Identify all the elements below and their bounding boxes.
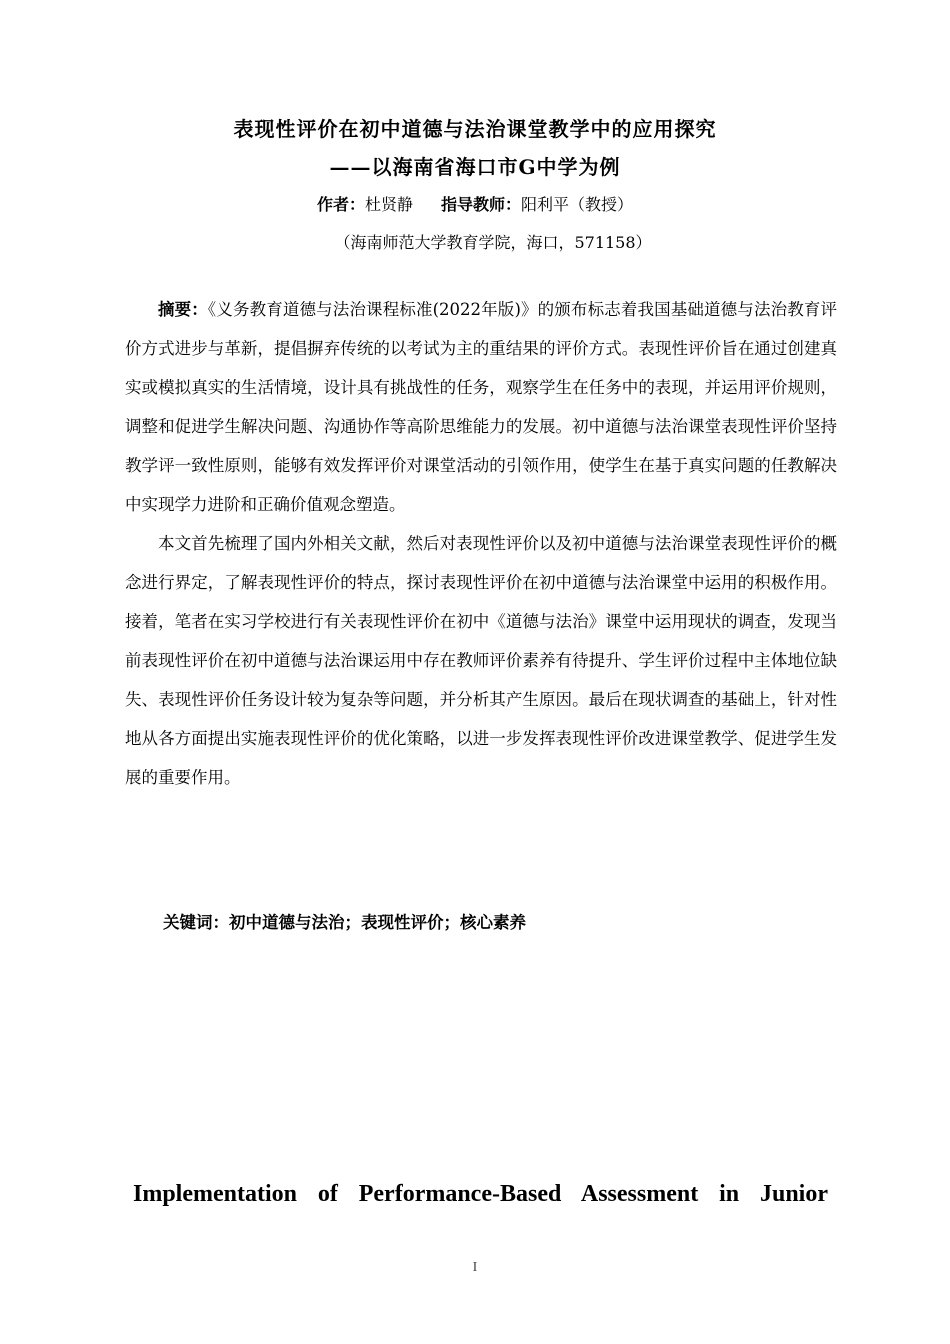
paper-subtitle: ——以海南省海口市G中学为例 bbox=[329, 155, 621, 179]
abstract-paragraph-2: 本文首先梳理了国内外相关文献，然后对表现性评价以及初中道德与法治课堂表现性评价的概念进行界定，了解表现性评价的特点，探讨表现性评价在初中道德与法治课堂中运用的积极作用。接着，笔者在实习学校进行有关表现性评价在初中《道德与法治》课堂中运用现状的调查，发现当前表现性评价在初中道德与法治课运用中存在教师评价素养有待提升、学生评价过程中主体地位缺失、表现性评价任务设计较为复杂等问题，并分析其产生原因。最后在现状调查的基础上，针对性地从各方面提出实施表现性评价的优化策略，以进一步发挥表现性评价改进课堂教学、促进学生发展的重要作用。 bbox=[125, 534, 837, 787]
english-title: Implementation of Performance-Based Assessment in Junior bbox=[133, 1181, 828, 1207]
abstract-text-1: 《义务教育道德与法治课程标准(2022年版)》的颁布标志着我国基础道德与法治教育评价方式进步与革新，提倡摒弃传统的以考试为主的重结果的评价方式。表现性评价旨在通过创建真实或模拟真实的生活情境，设计具有挑战性的任务，观察学生在任务中的表现，并运用评价规则，调整和促进学生解决问题、沟通协作等高阶思维能力的发展。初中道德与法治课堂表现性评价坚持教学评一致性原则，能够有效发挥评价对课堂活动的引领作用，使学生在基于真实问题的任教解决中实现学力进阶和正确价值观念塑造。 bbox=[125, 300, 837, 514]
affiliation: （海南师范大学教育学院，海口，571158） bbox=[334, 233, 652, 252]
author-name: 杜贤静 bbox=[364, 195, 413, 214]
author-line bbox=[0, 191, 950, 219]
author-label: 作者： bbox=[316, 195, 365, 214]
abstract-paragraph-1 bbox=[125, 290, 837, 524]
paper-title: 表现性评价在初中道德与法治课堂教学中的应用探究 bbox=[233, 117, 717, 141]
keywords: 关键词：初中道德与法治；表现性评价；核心素养 bbox=[163, 913, 526, 932]
page-number: I bbox=[472, 1260, 478, 1275]
abstract bbox=[125, 290, 837, 797]
advisor-label: 指导教师： bbox=[441, 195, 522, 214]
advisor-name: 阳利平（教授） bbox=[521, 195, 634, 214]
abstract-label: 摘要： bbox=[158, 300, 208, 319]
